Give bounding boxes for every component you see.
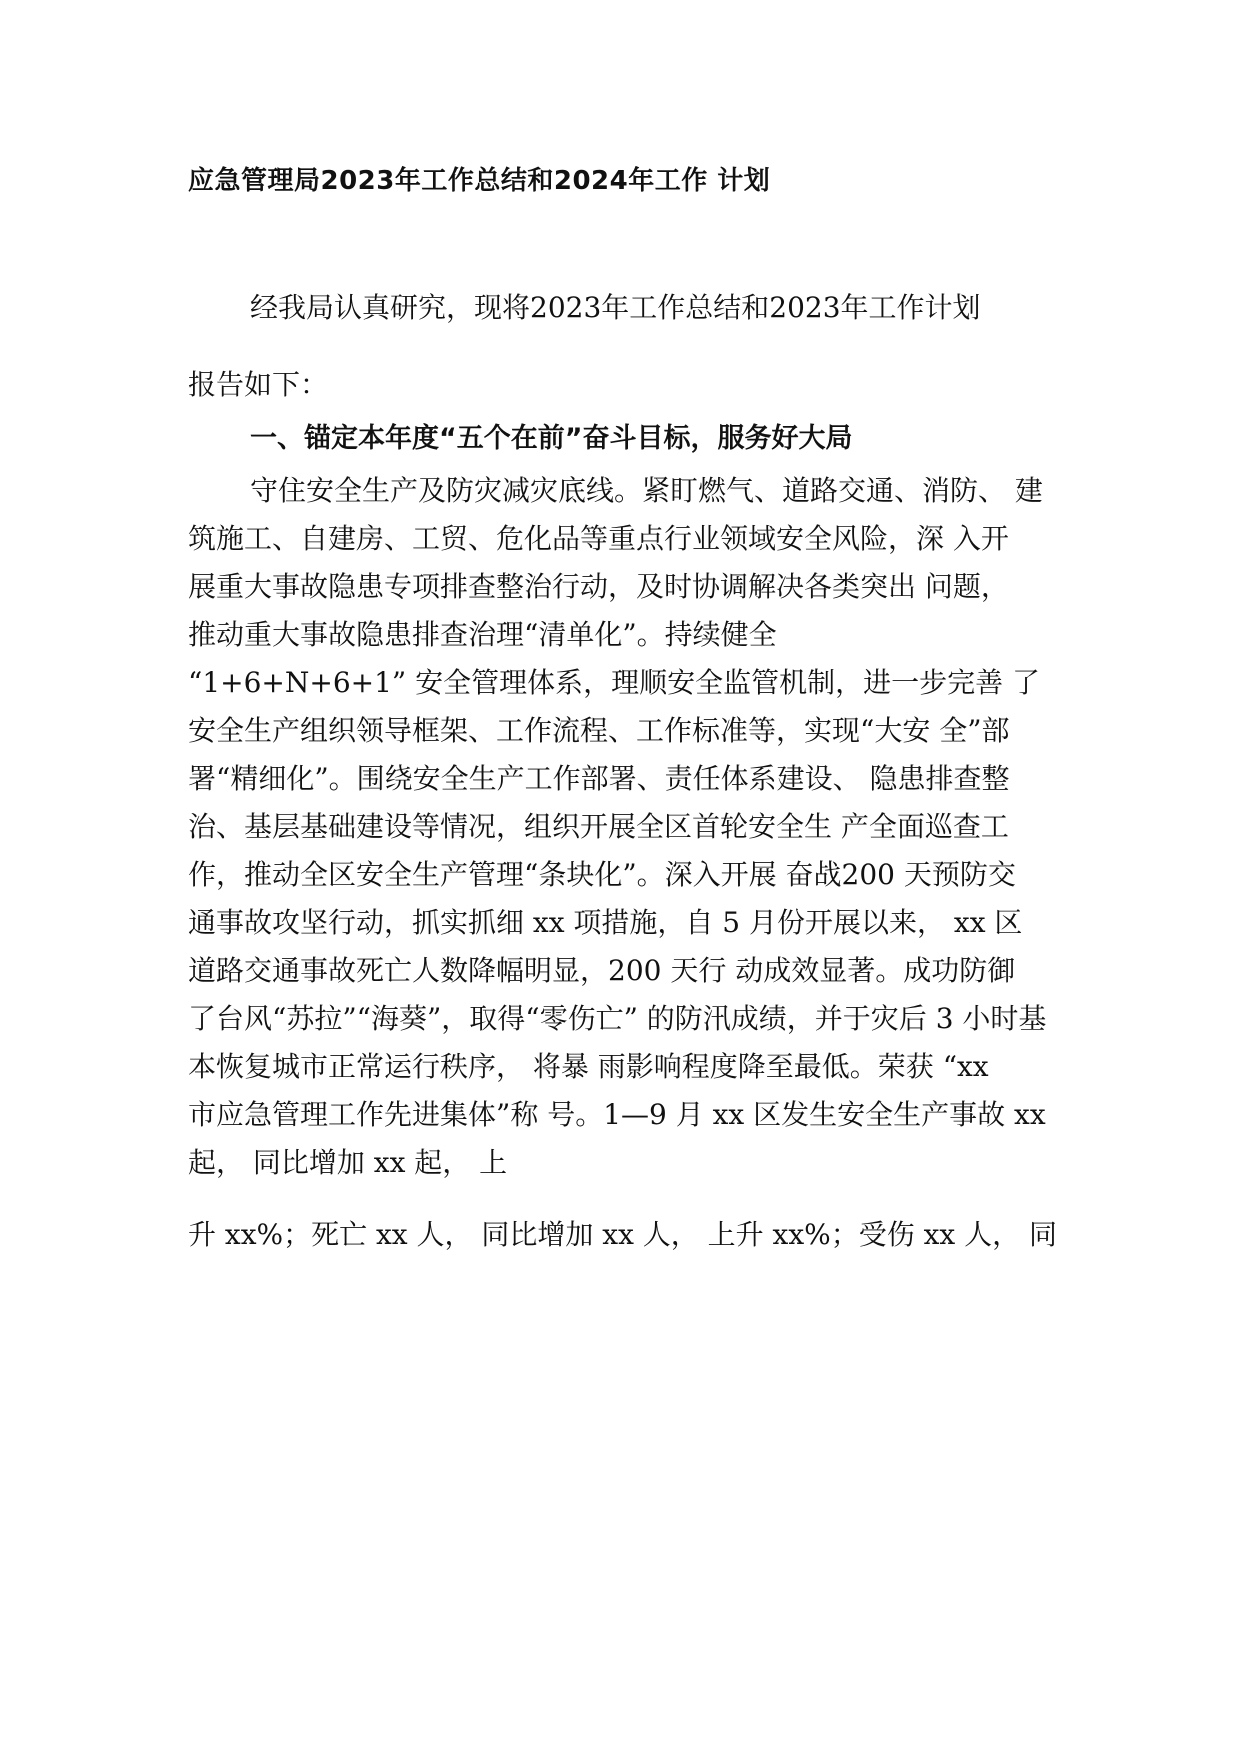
body-line: 作，推动全区安全生产管理“条块化”。深入开展 奋战200 天预防交 — [188, 858, 1016, 891]
body-line: 道路交通事故死亡人数降幅明显，200 天行 动成效显著。成功防御 — [188, 954, 1016, 987]
body-line: 署“精细化”。围绕安全生产工作部署、责任体系建设、 隐患排查整 — [188, 762, 1010, 795]
body-line: 起， 同比增加 xx 起， 上 — [188, 1146, 508, 1179]
body-line: 展重大事故隐患专项排查整治行动，及时协调解决各类突出 问题， — [188, 570, 1009, 603]
body-line: 本恢复城市正常运行秩序， 将暴 雨影响程度降至最低。荣获 “xx — [188, 1050, 989, 1083]
body-line: 通事故攻坚行动，抓实抓细 xx 项措施，自 5 月份开展以来， xx 区 — [188, 906, 1023, 939]
section-heading: 一、锚定本年度“五个在前”奋斗目标，服务好大局 — [250, 423, 853, 454]
body-line: 了台风“苏拉”“海葵”，取得“零伤亡” 的防汛成绩，并于灾后 3 小时基 — [188, 1002, 1047, 1035]
intro-line: 经我局认真研究，现将2023年工作总结和2023年工作计划 — [250, 291, 981, 324]
continuation-line: 升 xx%；死亡 xx 人， 同比增加 xx 人， 上升 xx%；受伤 xx 人， 同 — [188, 1218, 1058, 1251]
body-line: 安全生产组织领导框架、工作流程、工作标准等，实现“大安 全”部 — [188, 714, 1010, 747]
body-line: “1+6+N+6+1” 安全管理体系，理顺安全监管机制，进一步完善 了 — [188, 666, 1041, 699]
document-title: 应急管理局2023年工作总结和2024年工作 计划 — [188, 166, 771, 196]
body-line: 守住安全生产及防灾减灾底线。紧盯燃气、道路交通、消防、 建 — [250, 474, 1043, 507]
body-line: 治、基层基础建设等情况，组织开展全区首轮安全生 产全面巡查工 — [188, 810, 1009, 843]
body-line: 市应急管理工作先进集体”称 号。1—9 月 xx 区发生安全生产事故 xx — [188, 1098, 1046, 1131]
intro-line: 报告如下： — [188, 368, 329, 401]
body-line: 筑施工、自建房、工贸、危化品等重点行业领域安全风险，深 入开 — [188, 522, 1009, 555]
body-line: 推动重大事故隐患排查治理“清单化”。持续健全 — [188, 618, 777, 651]
